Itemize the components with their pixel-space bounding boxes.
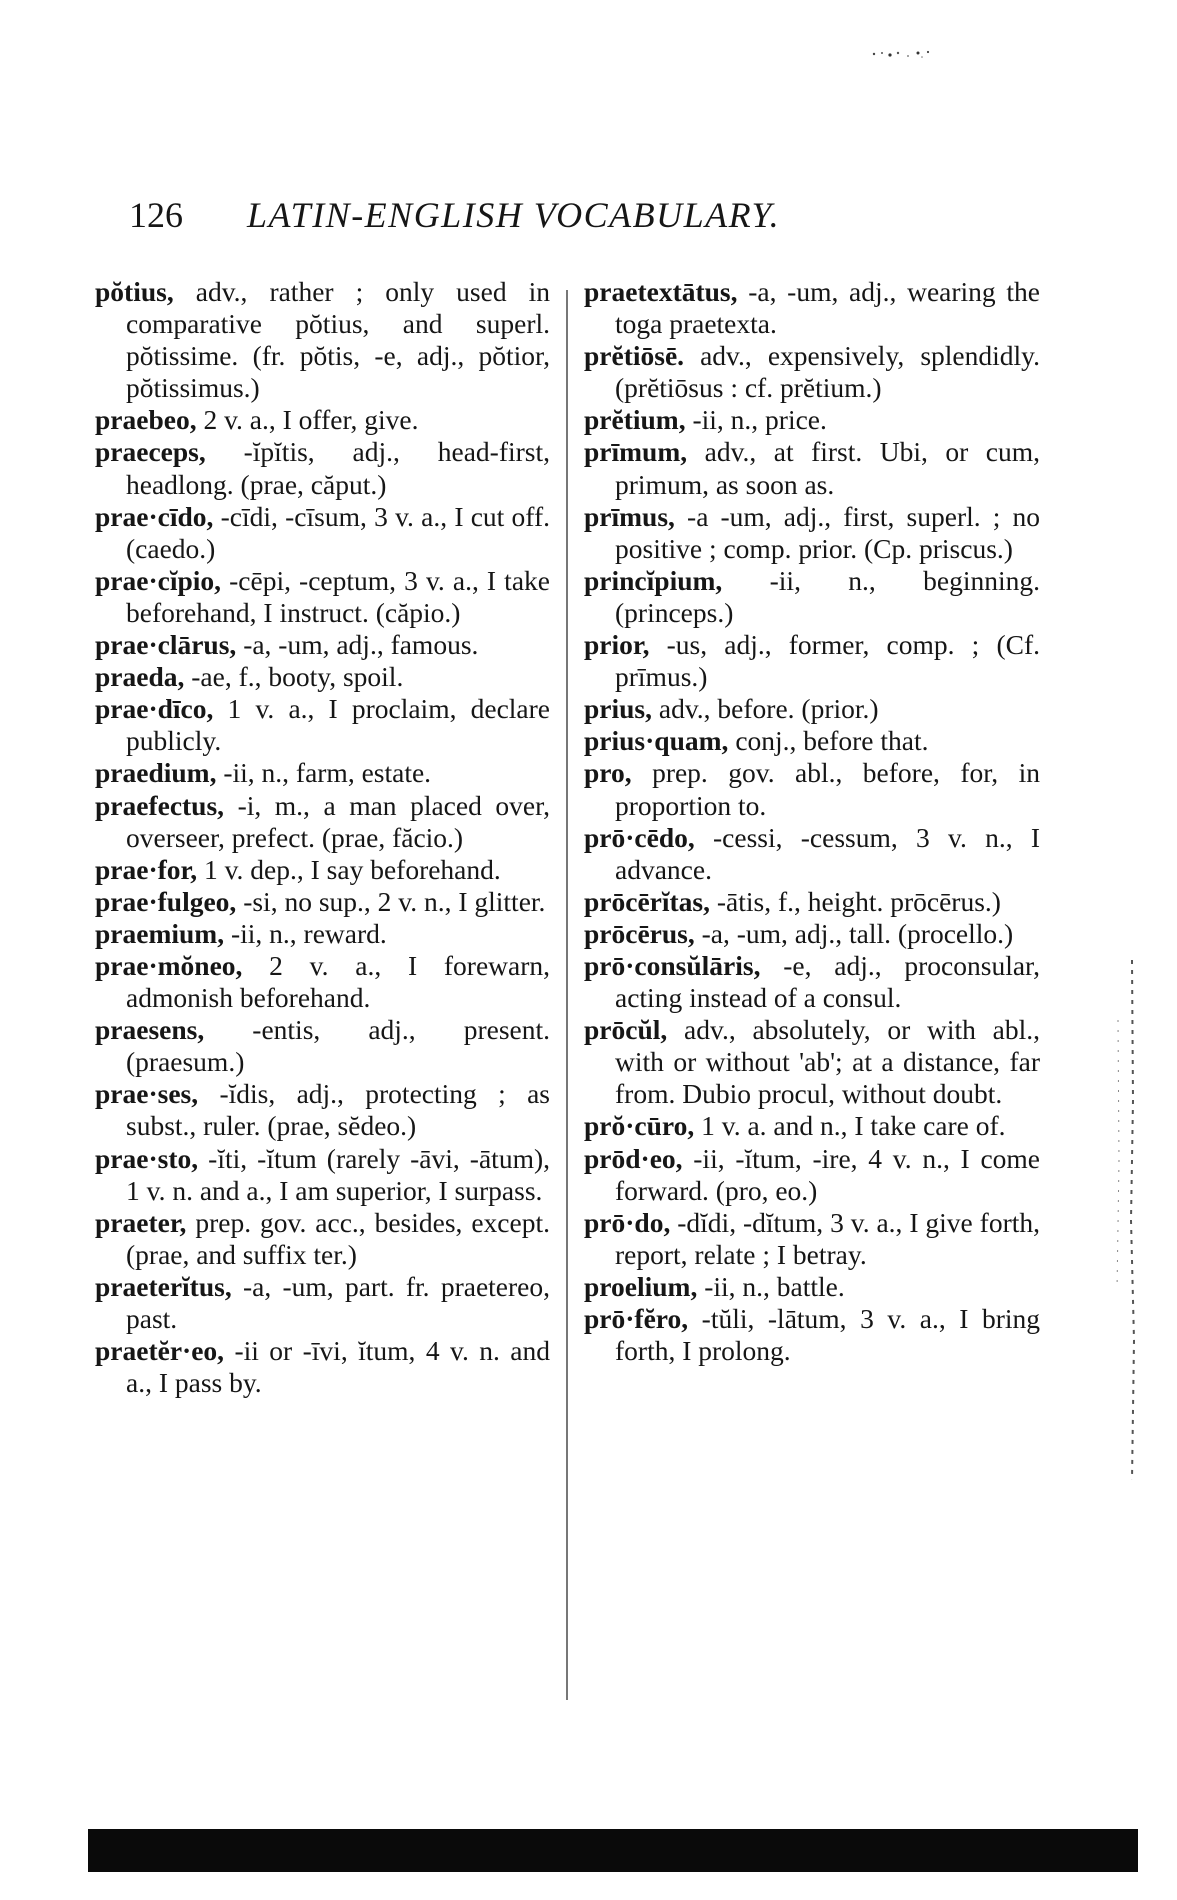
column-rule (566, 290, 568, 1700)
entry-headword: prae·cīdo, (95, 500, 214, 532)
entry-definition: -ĭdis, adj., protecting ; as subst., ruler. (prae, sĕdeo.) (126, 1078, 550, 1142)
entry-headword: prĕtiōsē. (584, 340, 685, 372)
dictionary-entry (584, 725, 1040, 757)
dictionary-entry (584, 565, 1040, 629)
entry-definition: -tŭli, -lātum, 3 v. a., I bring forth, I prolong. (615, 1303, 1040, 1367)
dictionary-entry (95, 276, 550, 404)
dictionary-entry (95, 565, 550, 629)
entry-headword: prō·fĕro, (584, 1303, 689, 1334)
entry-definition: -ĭti, -ĭtum (rarely -āvi, -ātum), 1 v. n. and a., I am superior, I surpass. (126, 1142, 550, 1206)
dictionary-entry (95, 1207, 550, 1271)
dictionary-entry (584, 1110, 1040, 1142)
dictionary-entry (584, 1303, 1040, 1367)
entry-headword: pro, (584, 757, 632, 789)
entry-definition: -ii, n., price. (685, 404, 827, 436)
dictionary-entry (95, 886, 550, 918)
entry-definition: 1 v. a., I proclaim, declare publicly. (126, 693, 550, 757)
entry-headword: praetextātus, (584, 276, 738, 307)
entry-definition: adv., rather ; only used in comparative pŏtius, and superl. pŏtissime. (fr. pŏtis, -e, adj., pŏtior, pŏtissimus.) (126, 276, 550, 404)
entry-definition: adv., expensively, splendidly. (prĕtiōsus : cf. prĕtium.) (615, 340, 1040, 404)
dictionary-entry (95, 693, 550, 757)
entry-headword: prōcērus, (584, 917, 695, 949)
entry-headword: prō·consŭlāris, (584, 949, 761, 981)
entry-headword: praetĕr·eo, (95, 1335, 225, 1367)
dictionary-entry (95, 1271, 550, 1335)
entry-headword: praesens, (95, 1014, 205, 1046)
entry-definition: 1 v. dep., I say beforehand. (197, 853, 501, 885)
entry-definition: -ii, -ĭtum, -ire, 4 v. n., I come forward. (pro, eo.) (615, 1142, 1040, 1206)
left-column (95, 276, 550, 1399)
entry-definition: 2 v. a., I forewarn, admonish beforehand. (126, 949, 550, 1014)
entry-headword: prius·quam, (584, 725, 729, 757)
entry-definition: -a, -um, part. fr. praetereo, past. (126, 1270, 550, 1334)
entry-headword: prōcērĭtas, (584, 885, 710, 917)
entry-headword: prae·cĭpio, (95, 564, 222, 596)
entry-definition: -cīdi, -cīsum, 3 v. a., I cut off. (caedo.) (126, 500, 550, 564)
dictionary-entry (584, 1143, 1040, 1207)
entry-definition: adv., at first. Ubi, or cum, primum, as soon as. (615, 436, 1040, 500)
entry-definition: prep. gov. acc., besides, except. (prae, and suffix ter.) (126, 1206, 550, 1270)
entry-headword: prae·ses, (95, 1078, 199, 1110)
entry-definition: -ii or -īvi, ĭtum, 4 v. n. and a., I pass by. (126, 1335, 550, 1399)
entry-definition: -a, -um, adj., wearing the toga praetexta. (615, 276, 1040, 340)
entry-headword: praeda, (95, 661, 185, 693)
entry-headword: praeterĭtus, (95, 1270, 232, 1302)
dictionary-entry (95, 629, 550, 661)
entry-definition: -e, adj., proconsular, acting instead of a consul. (615, 949, 1040, 1014)
entry-definition: -i, m., a man placed over, overseer, prefect. (prae, făcio.) (126, 789, 550, 853)
entry-definition: -ātis, f., height. prōcērus.) (710, 885, 1001, 917)
dictionary-entry (95, 757, 550, 789)
entry-definition: -entis, adj., present. (praesum.) (126, 1014, 550, 1078)
entry-headword: prior, (584, 629, 650, 661)
dictionary-entry (95, 790, 550, 854)
entry-definition: -a -um, adj., first, superl. ; no positive ; comp. prior. (Cp. priscus.) (615, 500, 1040, 564)
entry-headword: prō·do, (584, 1206, 671, 1238)
entry-headword: praeter, (95, 1206, 187, 1238)
entry-definition: -ii, n., beginning. (princeps.) (615, 564, 1040, 628)
entry-headword: praemium, (95, 917, 225, 949)
dictionary-entry (584, 340, 1040, 404)
entry-definition: -ĭpĭtis, adj., head-first, headlong. (prae, căput.) (126, 436, 550, 500)
entry-definition: -cessi, -cessum, 3 v. n., I advance. (615, 821, 1040, 885)
entry-headword: prīmus, (584, 500, 675, 532)
entry-headword: princĭpium, (584, 564, 723, 596)
dictionary-entry (584, 950, 1040, 1014)
page-header (129, 193, 1097, 237)
entry-headword: prīmum, (584, 436, 688, 468)
entry-definition: adv., absolutely, or with abl., with or without 'ab'; at a distance, far from. Dubio procul, without doubt. (615, 1014, 1040, 1110)
dictionary-entry (584, 404, 1040, 436)
entry-definition: -a, -um, adj., tall. (procello.) (694, 917, 1014, 949)
entry-headword: prōd·eo, (584, 1142, 683, 1174)
entry-headword: prŏ·cūro, (584, 1110, 695, 1142)
entry-definition: -ii, n., farm, estate. (216, 757, 432, 789)
running-title: LATIN-ENGLISH VOCABULARY. (247, 195, 781, 235)
ink-speck (868, 48, 958, 62)
entry-definition: -dĭdi, -dĭtum, 3 v. a., I give forth, report, relate ; I betray. (615, 1206, 1040, 1270)
entry-definition: prep. gov. abl., before, for, in proportion to. (615, 757, 1040, 821)
dictionary-entry (584, 276, 1040, 340)
dictionary-entry (584, 1271, 1040, 1303)
entry-headword: prae·clārus, (95, 629, 237, 661)
entry-headword: praebeo, (95, 404, 197, 436)
entry-headword: pŏtius, (95, 276, 174, 307)
dictionary-entry (584, 822, 1040, 886)
dictionary-entry (95, 1078, 550, 1142)
entry-headword: prae·sto, (95, 1142, 199, 1174)
dictionary-entry (584, 629, 1040, 693)
dictionary-entry (95, 918, 550, 950)
entry-definition: conj., before that. (728, 725, 929, 757)
entry-headword: prae·fulgeo, (95, 885, 237, 917)
dictionary-entry (584, 918, 1040, 950)
entry-definition: adv., before. (prior.) (652, 693, 879, 725)
dictionary-entry (95, 950, 550, 1014)
dictionary-entry (584, 1207, 1040, 1271)
dictionary-entry (584, 501, 1040, 565)
dictionary-entry (95, 404, 550, 436)
entry-headword: proelium, (584, 1270, 698, 1302)
entry-headword: prōcŭl, (584, 1014, 668, 1046)
entry-definition: -us, adj., former, comp. ; (Cf. prīmus.) (615, 629, 1040, 693)
right-column (584, 276, 1040, 1367)
entry-headword: prae·for, (95, 853, 198, 885)
entry-headword: prae·mŏneo, (95, 949, 243, 981)
entry-headword: prō·cēdo, (584, 821, 695, 853)
entry-definition: -ii, n., battle. (697, 1270, 845, 1302)
scan-edge-bar (88, 1829, 1138, 1872)
dictionary-entry (95, 436, 550, 500)
dictionary-entry (95, 661, 550, 693)
entry-headword: prius, (584, 693, 653, 725)
dictionary-entry (584, 757, 1040, 821)
entry-definition: -a, -um, adj., famous. (236, 629, 479, 661)
entry-headword: praefectus, (95, 789, 225, 821)
entry-definition: 2 v. a., I offer, give. (196, 404, 419, 436)
entry-headword: prae·dīco, (95, 693, 214, 725)
dictionary-entry (95, 501, 550, 565)
dictionary-entry (95, 1143, 550, 1207)
entry-definition: 1 v. a. and n., I take care of. (694, 1110, 1006, 1142)
entry-definition: -ii, n., reward. (224, 917, 387, 949)
dictionary-entry (95, 1014, 550, 1078)
entry-headword: praedium, (95, 757, 217, 789)
entry-definition: -cēpi, -ceptum, 3 v. a., I take beforehand, I instruct. (căpio.) (126, 564, 550, 628)
page-number: 126 (129, 195, 183, 235)
entry-headword: praeceps, (95, 436, 206, 468)
edge-shadow (1110, 960, 1140, 1480)
dictionary-entry (95, 1335, 550, 1399)
entry-definition: -ae, f., booty, spoil. (184, 661, 404, 693)
dictionary-entry (95, 854, 550, 886)
dictionary-entry (584, 436, 1040, 500)
dictionary-entry (584, 693, 1040, 725)
entry-definition: -si, no sup., 2 v. n., I glitter. (236, 885, 546, 917)
dictionary-entry (584, 1014, 1040, 1110)
entry-headword: prĕtium, (584, 404, 686, 436)
dictionary-entry (584, 886, 1040, 918)
